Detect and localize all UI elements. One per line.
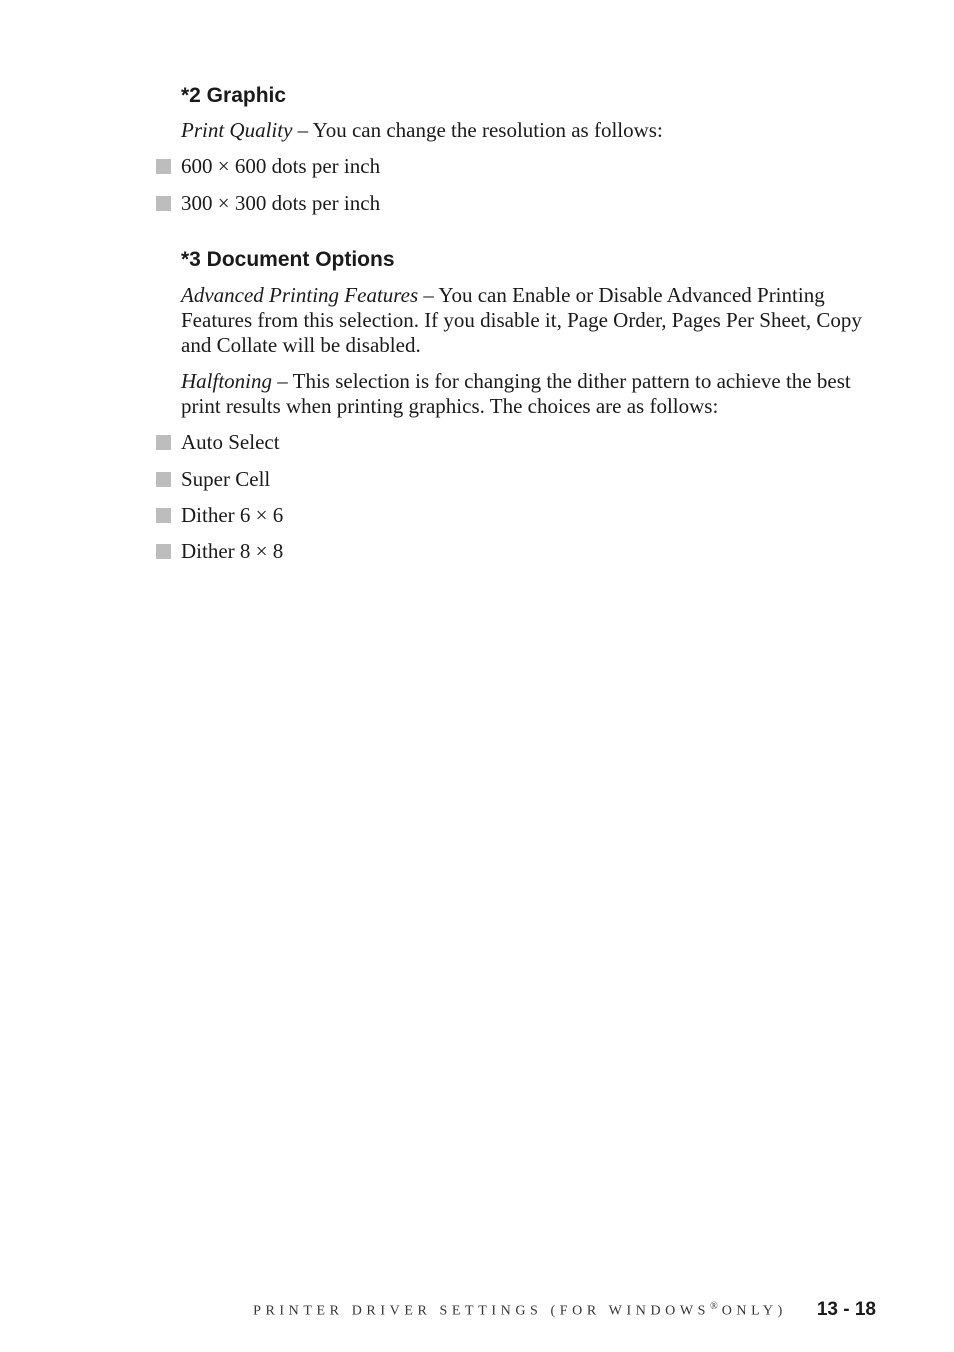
- running-title: [253, 1301, 787, 1320]
- advanced-printing-description: – You can Enable or Disable Advanced Printing Features from this selection. If you disable it, Page Order, Pages Per Sheet, Copy and Collate will be disabled.: [181, 283, 862, 357]
- bullet-square-icon: [156, 435, 171, 450]
- list-item: [156, 191, 380, 216]
- graphic-heading: *2 Graphic: [181, 84, 287, 107]
- list-item-label: Dither 8 × 8: [181, 539, 284, 563]
- halftoning-term: Halftoning: [181, 369, 273, 393]
- list-item: [156, 467, 270, 492]
- list-item-label: Super Cell: [181, 467, 271, 491]
- list-item-label: Dither 6 × 6: [181, 503, 284, 527]
- registered-mark: ®: [710, 1301, 718, 1313]
- list-item: [156, 430, 280, 455]
- advanced-printing-term: Advanced Printing Features: [181, 283, 419, 307]
- bullet-square-icon: [156, 544, 171, 559]
- halftoning-paragraph: [181, 369, 881, 419]
- list-item-label: 600 × 600 dots per inch: [181, 154, 381, 178]
- running-title-end: ONLY): [721, 1304, 787, 1319]
- print-quality-term: Print Quality: [181, 118, 293, 142]
- document-options-heading: *3 Document Options: [181, 248, 395, 271]
- page-number: 13 - 18: [816, 1299, 876, 1320]
- list-item-label: Auto Select: [181, 430, 280, 454]
- print-quality-paragraph: [181, 118, 881, 143]
- halftoning-description: – This selection is for changing the dither pattern to achieve the best print results when printing graphics. The choices are as follows:: [181, 369, 851, 418]
- bullet-square-icon: [156, 472, 171, 487]
- bullet-square-icon: [156, 508, 171, 523]
- list-item: [156, 154, 380, 179]
- list-item: [156, 539, 283, 564]
- advanced-printing-paragraph: [181, 283, 881, 358]
- bullet-square-icon: [156, 196, 171, 211]
- print-quality-description: – You can change the resolution as follows:: [292, 118, 663, 142]
- running-title-start: PRINTER DRIVER SETTINGS (FOR WINDOWS: [253, 1304, 711, 1319]
- page-footer: [253, 1299, 876, 1321]
- bullet-square-icon: [156, 159, 171, 174]
- list-item-label: 300 × 300 dots per inch: [181, 191, 381, 215]
- list-item: [156, 503, 283, 528]
